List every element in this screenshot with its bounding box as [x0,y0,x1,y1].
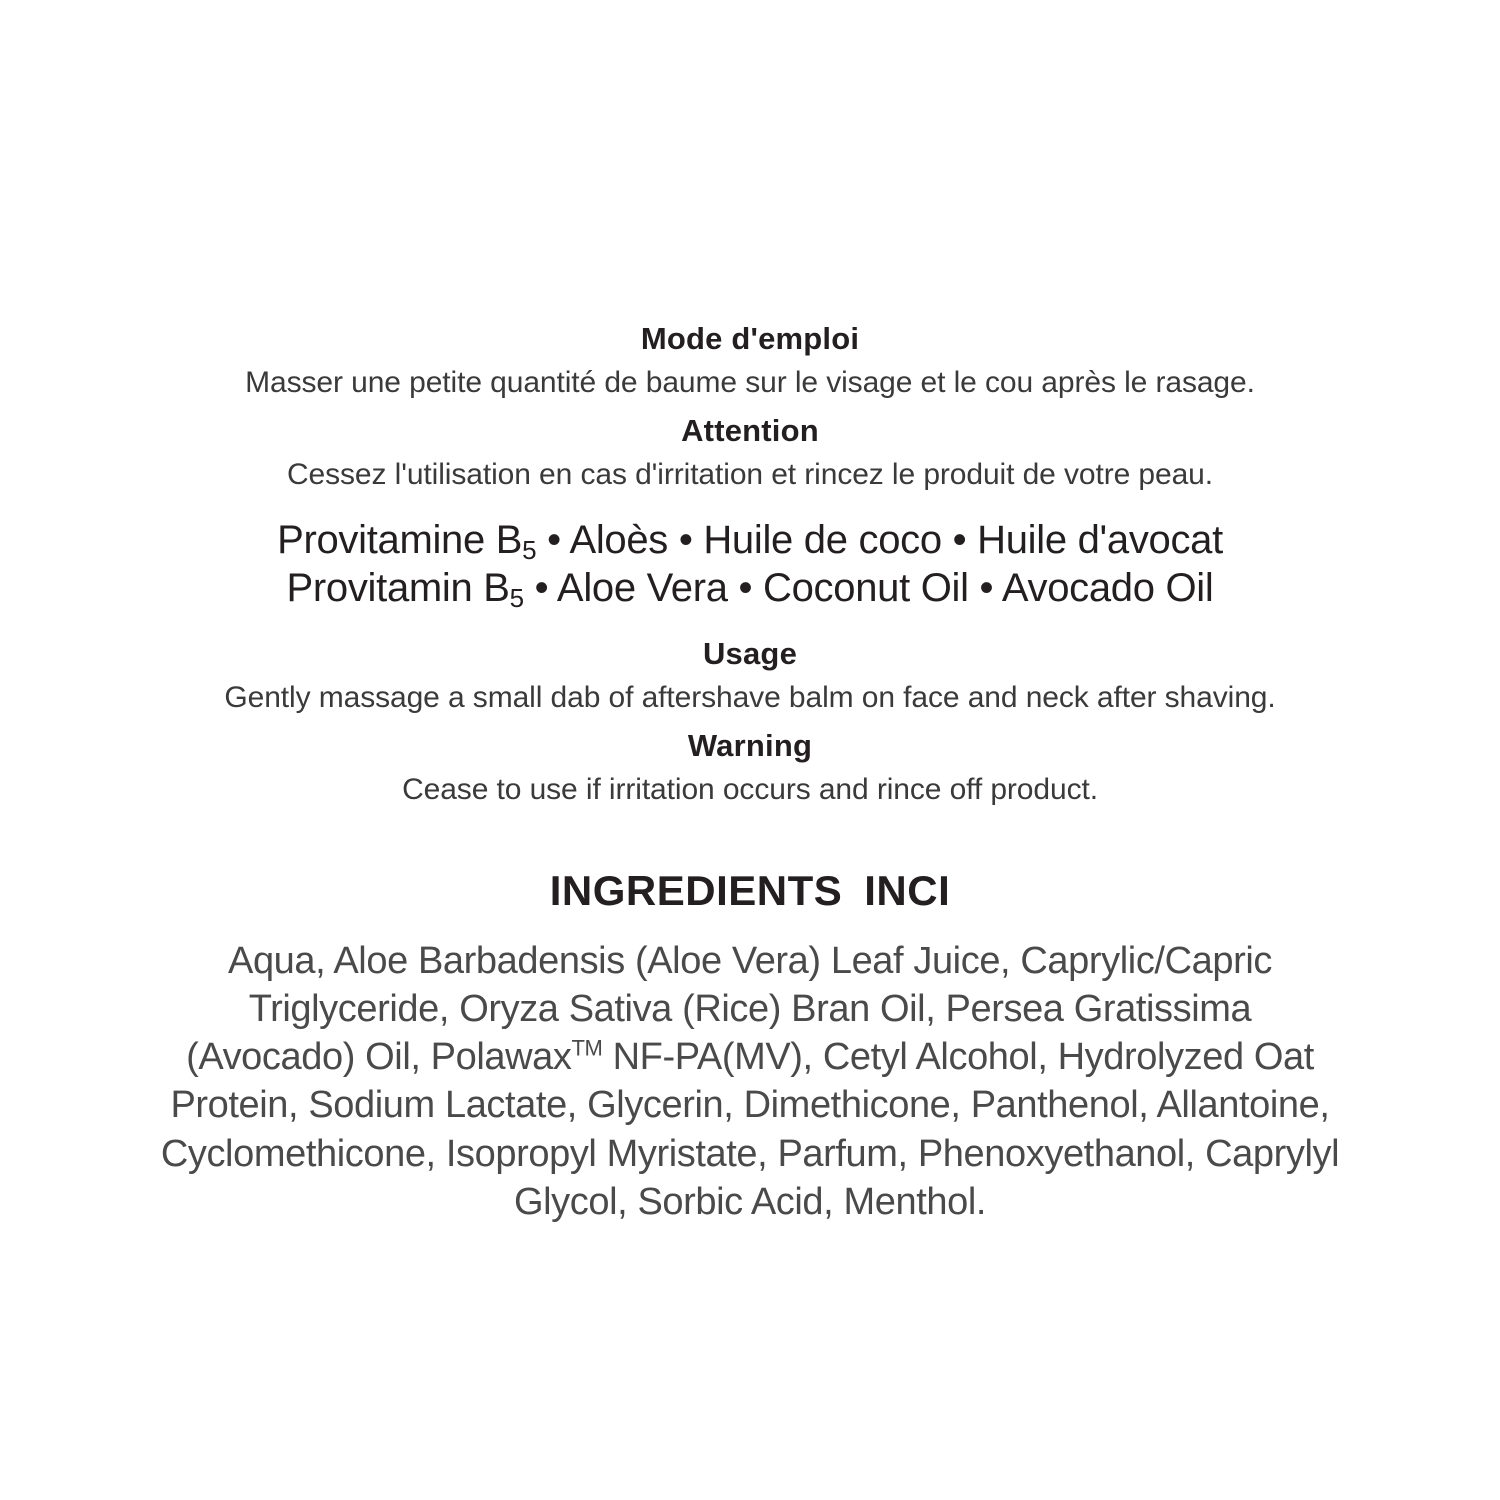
english-warning-text: Cease to use if irritation occurs and rince off product. [402,772,1098,806]
key-actives-french-prefix: Provitamine B [277,517,523,562]
key-actives-english-suffix: • Aloe Vera • Coconut Oil • Avocado Oil [523,566,1214,611]
french-directions-block [245,320,1255,402]
english-warning-block [402,727,1098,809]
trademark-symbol: TM [571,1035,603,1061]
french-warning-text: Cessez l'utilisation en cas d'irritation et rincez le produit de votre peau. [286,457,1213,491]
ingredients-title [160,867,1340,915]
french-directions-text: Masser une petite quantité de baume sur le visage et le cou après le rasage. [245,365,1255,399]
key-actives-block [277,516,1223,614]
key-actives-english-subscript: 5 [509,583,524,614]
ingredients-title-inci: INCI [864,866,951,914]
key-actives-english-prefix: Provitamin B [286,566,510,611]
ingredients-section [160,867,1340,1227]
spacer [160,915,1340,937]
key-actives-french [277,516,1223,565]
ingredients-list-part1: Aqua, Aloe Barbadensis (Aloe Vera) Leaf Juice, Caprylic/Capric Triglyceride, Oryza Sativa (Rice) Bran Oil, Persea Gratissima (Avocado) Oil, Polawax [186,939,1272,1079]
french-warning-heading: Attention [681,412,819,448]
ingredients-title-en: INGREDIENTS [549,866,843,914]
key-actives-french-suffix: • Aloès • Huile de coco • Huile d'avocat [536,517,1223,562]
ingredients-list-part2: NF-PA(MV), Cetyl Alcohol, Hydrolyzed Oat Protein, Sodium Lactate, Glycerin, Dimethicone, Panthenol, Allantoine, Cyclomethicone, Isopropyl Myristate, Parfum, Phenoxyethanol, Caprylyl Glycol, Sorbic Acid, Menthol. [160,1036,1340,1223]
english-warning-heading: Warning [687,727,813,763]
ingredients-list [160,937,1340,1227]
french-warning-block [287,412,1213,494]
key-actives-french-subscript: 5 [522,534,537,565]
french-directions-heading: Mode d'emploi [640,321,860,356]
key-actives-english [277,564,1223,613]
english-usage-block [224,635,1275,717]
english-usage-heading: Usage [702,636,798,672]
english-usage-text: Gently massage a small dab of aftershave balm on face and neck after shaving. [224,680,1276,714]
